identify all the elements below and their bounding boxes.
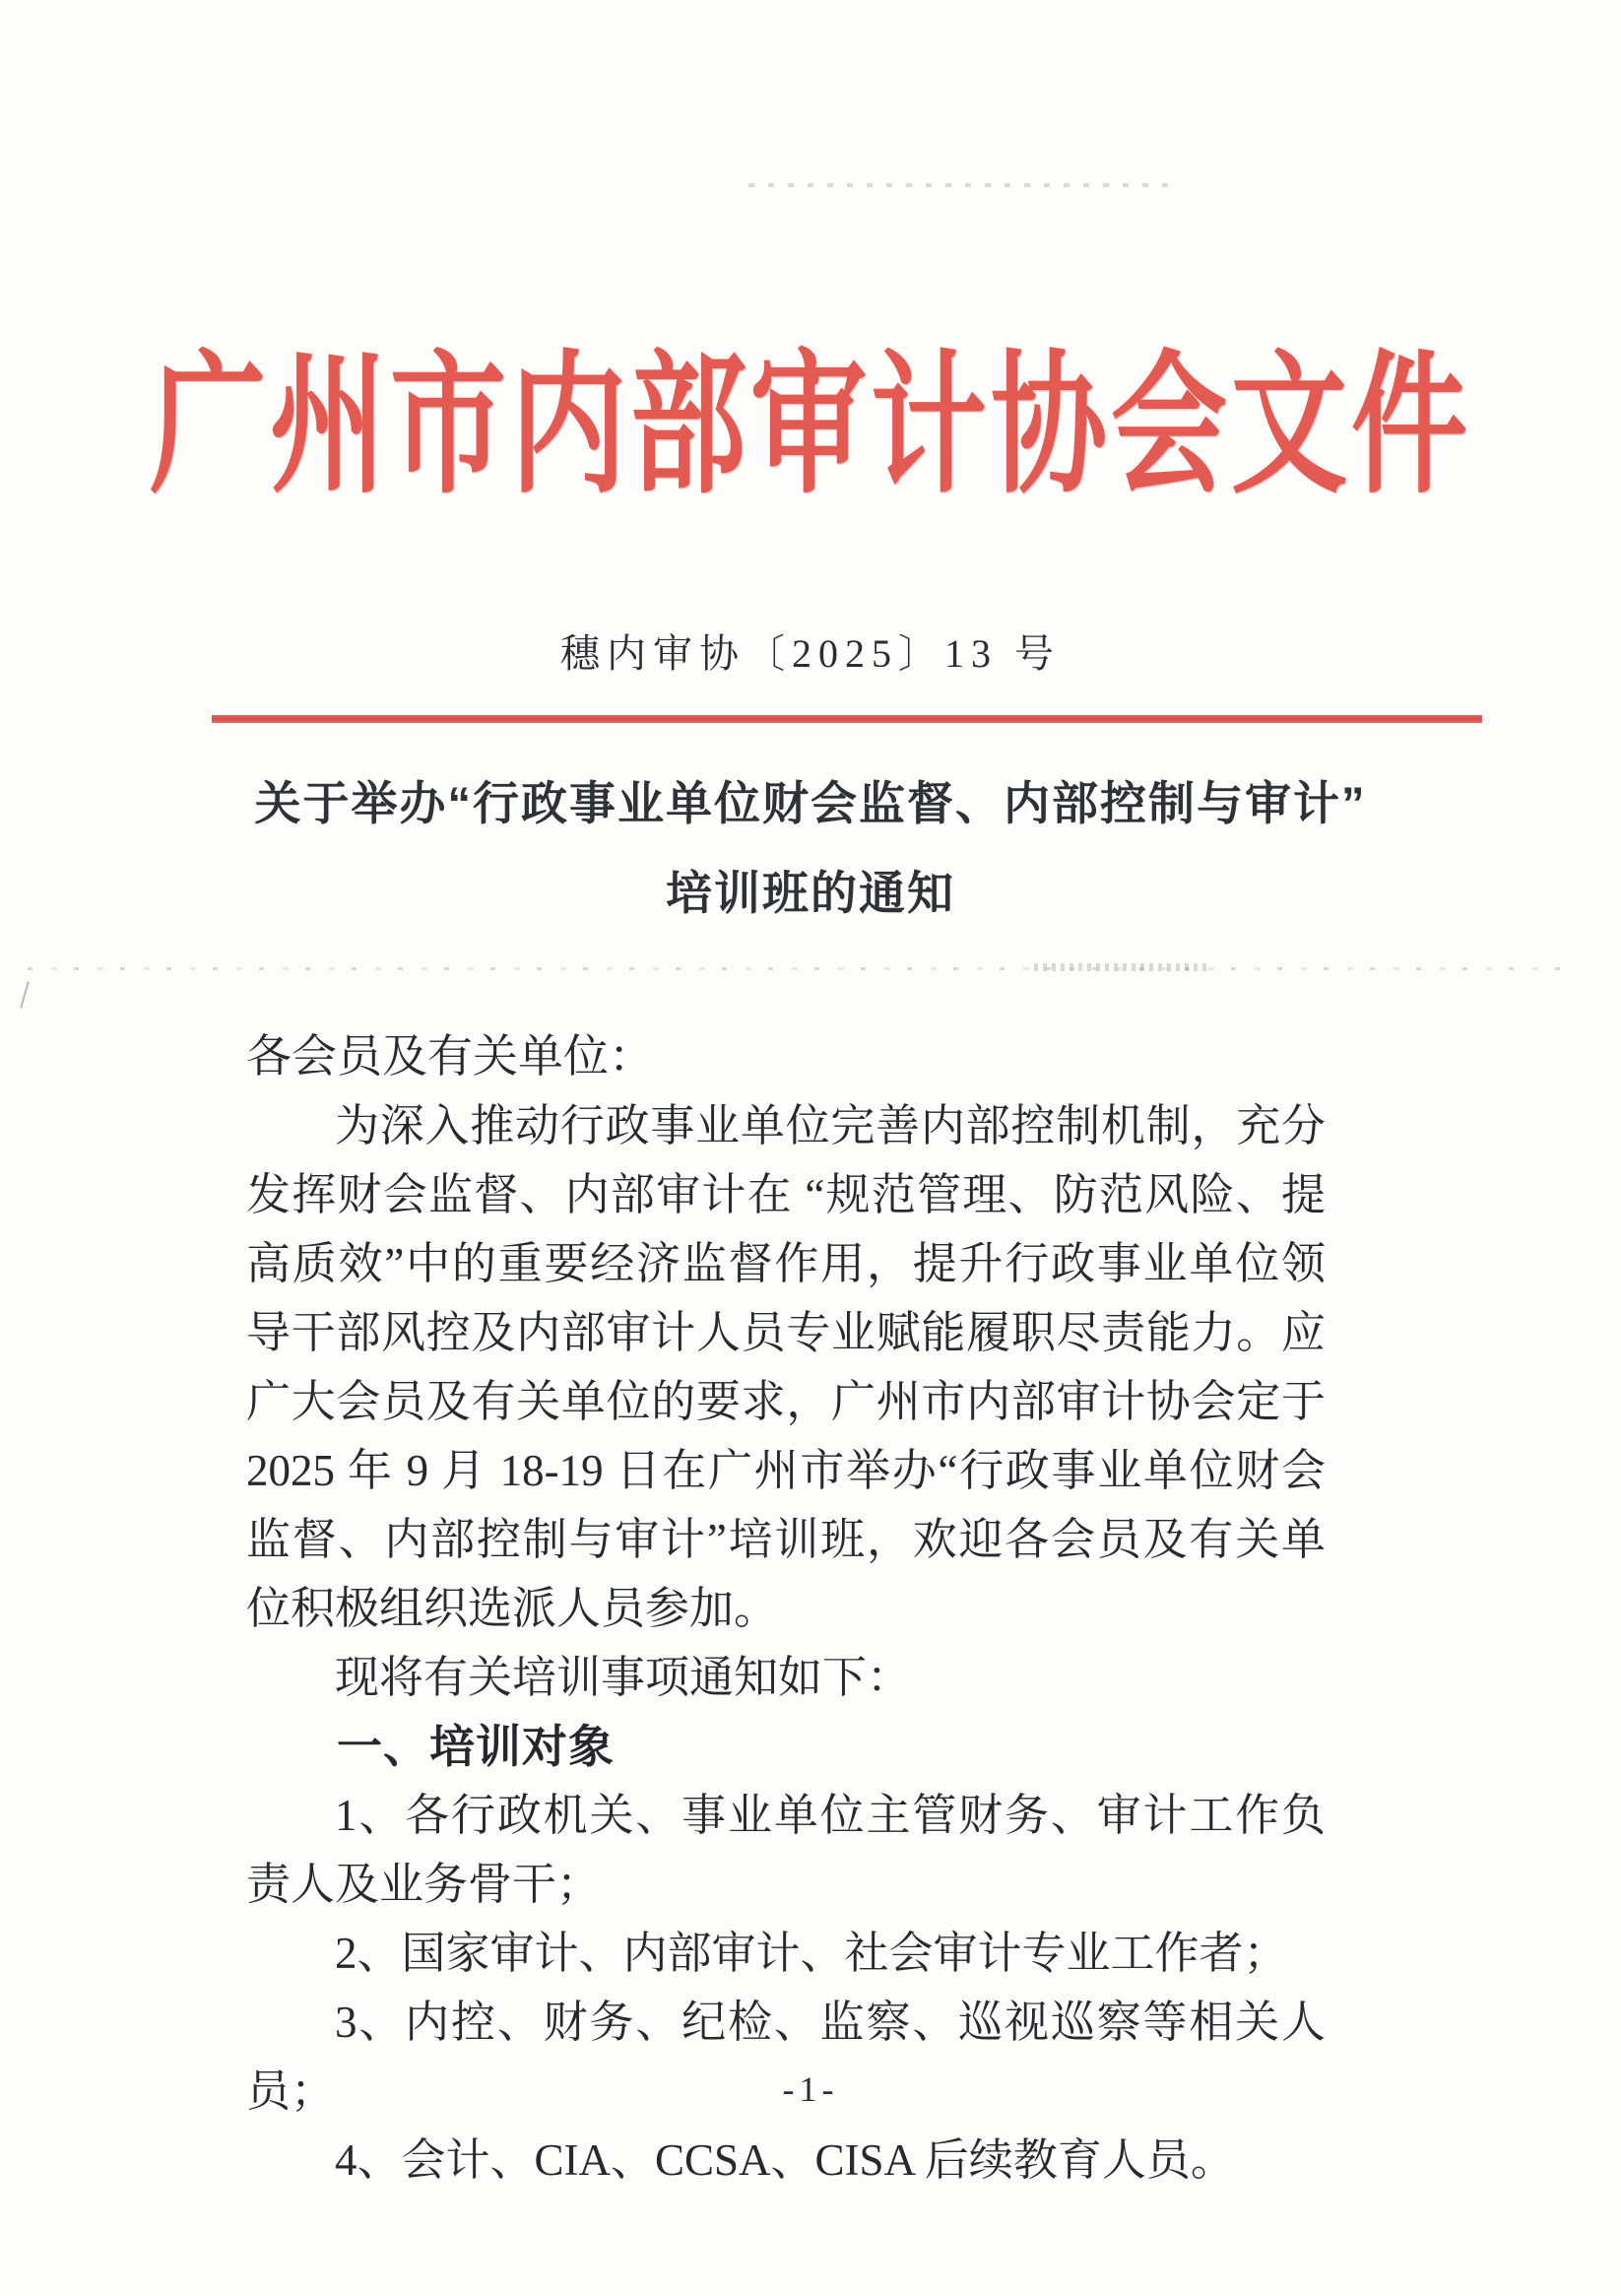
section-heading-training-targets: 一、培训对象 — [337, 1721, 615, 1772]
header-org-title-text: 广州市内部审计协会文件 — [149, 333, 1471, 515]
list-item-4: 4、会计、CIA、CCSA、CISA 后续教育人员。 — [335, 2135, 1235, 2185]
scan-artifact-middle — [28, 967, 1572, 970]
scan-artifact-slash — [20, 981, 30, 1008]
header-org-title — [0, 313, 1621, 515]
body-paragraph-2: 现将有关培训事项通知如下： — [335, 1653, 912, 1702]
notice-title-line2: 培训班的通知 — [666, 867, 955, 919]
list-item-3: 3、内控、财务、纪检、监察、巡视巡察等相关人员； — [246, 1998, 1326, 2116]
red-separator-line — [212, 715, 1482, 723]
list-item-2: 2、国家审计、内部审计、社会审计专业工作者； — [335, 1929, 1288, 1978]
salutation: 各会员及有关单位： — [246, 1031, 654, 1082]
page-number: -1- — [782, 2069, 839, 2109]
notice-title — [0, 758, 1621, 938]
document-number: 穗内审协〔2025〕13 号 — [560, 631, 1061, 676]
body-paragraph-1: 为深入推动行政事业单位完善内部控制机制，充分发挥财会监督、内部审计在 “规范管理、防范风险、提高质效”中的重要经济监督作用，提升行政事业单位领导干部风控及内部审计人员专业赋能履职尽责能力。应广大会员及有关单位的要求，广州市内部审计协会定于 2025 年 9 月 18-19 日在广州市举办“行政事业单位财会监督、内部控制与审计”培训班，欢迎各会员及有关单位积极组织选派人员参加。 — [246, 1101, 1326, 1633]
scan-artifact-middle-dense — [1034, 963, 1211, 971]
notice-title-line1: 关于举办“行政事业单位财会监督、内部控制与审计” — [254, 777, 1367, 829]
document-body — [246, 1022, 1326, 2195]
list-item-1: 1、各行政机关、事业单位主管财务、审计工作负责人及业务骨干； — [246, 1791, 1326, 1909]
scan-artifact-top — [748, 183, 1172, 187]
